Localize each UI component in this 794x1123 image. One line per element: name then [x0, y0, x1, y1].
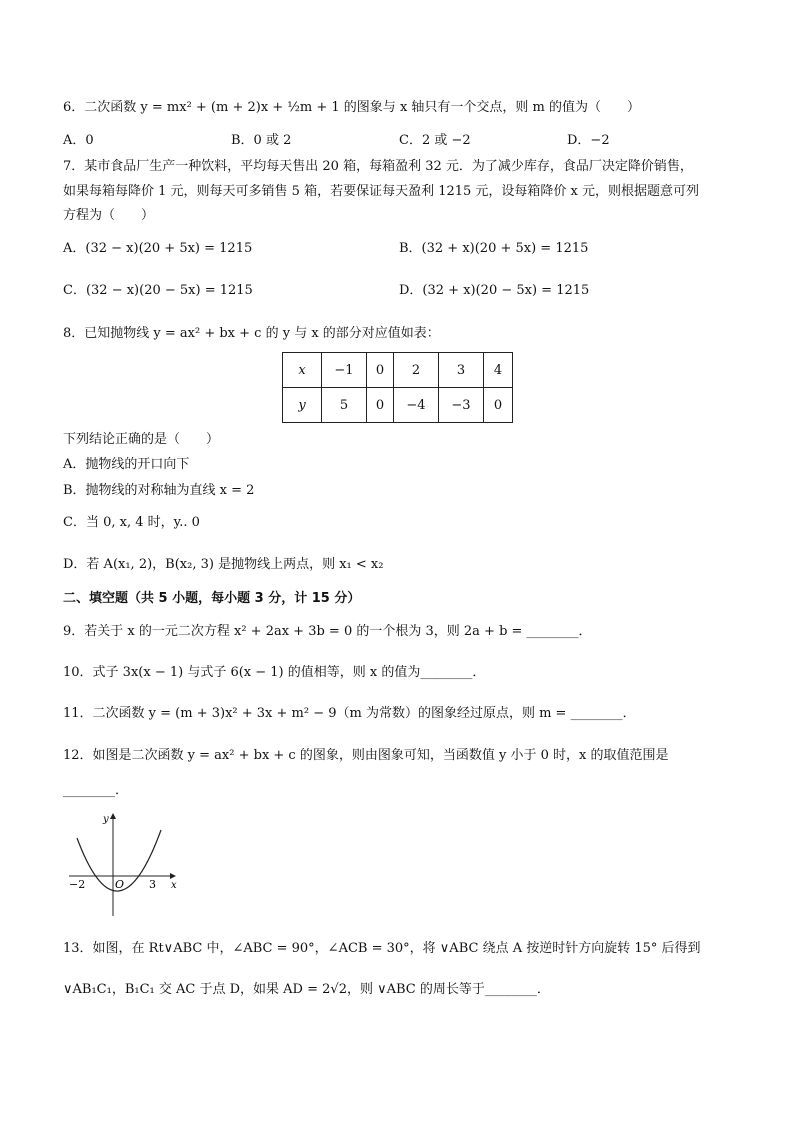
right-root-label: 3: [149, 878, 156, 891]
q8-option-c: C．当 0, x, 4 时，y.. 0: [63, 515, 200, 530]
table-cell: 0: [367, 353, 394, 388]
q6-option-d: D．−2: [567, 133, 610, 148]
q7-line-1: 7．某市食品厂生产一种饮料，平均每天售出 20 箱，每箱盈利 32 元．为了减少库存，食品厂决定降价销售，: [63, 159, 693, 174]
q6-option-b: B．0 或 2: [231, 133, 292, 148]
table-row: [283, 353, 513, 388]
q6-option-a: A．0: [63, 133, 94, 148]
q6-stem: 6．二次函数 y = mx² + (m + 2)x + ½m + 1 的图象与 x 轴只有一个交点，则 m 的值为（ ）: [63, 100, 640, 115]
table-cell: 5: [322, 388, 367, 423]
table-cell: −3: [439, 388, 484, 423]
q7-option-c: C．(32 − x)(20 − 5x) = 1215: [63, 283, 253, 298]
q8-value-table: [282, 352, 513, 423]
q7-line-3: 方程为（ ）: [63, 208, 155, 223]
q9-text: 9．若关于 x 的一元二次方程 x² + 2ax + 3b = 0 的一个根为 3，则 2a + b = ________．: [63, 624, 592, 639]
y-axis-label: y: [103, 814, 109, 825]
q7-line-2: 如果每箱每降价 1 元，则每天可多销售 5 箱，若要保证每天盈利 1215 元，设每箱降价 x 元，则根据题意可列: [63, 184, 700, 199]
table-cell: 0: [484, 388, 513, 423]
table-cell: −1: [322, 353, 367, 388]
table-cell-y-label: y: [283, 388, 322, 423]
q11-text: 11．二次函数 y = (m + 3)x² + 3x + m² − 9（m 为常数）的图象经过原点，则 m = ________．: [63, 706, 636, 721]
q8-option-d: D．若 A(x₁, 2)，B(x₂, 3) 是抛物线上两点，则 x₁ < x₂: [63, 557, 384, 572]
table-row: [283, 388, 513, 423]
q6-option-c: C．2 或 −2: [399, 133, 471, 148]
table-cell: 0: [367, 388, 394, 423]
q7-option-d: D．(32 + x)(20 − 5x) = 1215: [399, 283, 590, 298]
table-cell: 4: [484, 353, 513, 388]
q8-prompt: 下列结论正确的是（ ）: [63, 432, 220, 447]
q12-line-2: ________．: [63, 783, 129, 798]
q8-option-b: B．抛物线的对称轴为直线 x = 2: [63, 483, 255, 498]
q8-stem: 8．已知抛物线 y = ax² + bx + c 的 y 与 x 的部分对应值如表：: [63, 326, 440, 341]
table-cell: 2: [394, 353, 439, 388]
section-2-heading: 二、填空题（共 5 小题，每小题 3 分，计 15 分）: [63, 591, 361, 606]
left-root-label: −2: [69, 878, 86, 891]
origin-label: O: [115, 878, 125, 891]
q13-line-2: ∨AB₁C₁，B₁C₁ 交 AC 于点 D，如果 AD = 2√2，则 ∨ABC 的周长等于________．: [63, 982, 550, 997]
table-cell: 3: [439, 353, 484, 388]
q7-option-a: A．(32 − x)(20 + 5x) = 1215: [63, 241, 253, 256]
q12-line-1: 12．如图是二次函数 y = ax² + bx + c 的图象，则由图象可知，当函数值 y 小于 0 时，x 的取值范围是: [63, 748, 669, 763]
q13-line-1: 13．如图，在 Rt∨ABC 中，∠ABC = 90°，∠ACB = 30°，将 ∨ABC 绕点 A 按逆时针方向旋转 15° 后得到: [63, 941, 701, 956]
table-cell: −4: [394, 388, 439, 423]
table-cell-x-label: x: [283, 353, 322, 388]
q8-option-a: A．抛物线的开口向下: [63, 457, 190, 472]
q7-option-b: B．(32 + x)(20 + 5x) = 1215: [399, 241, 589, 256]
x-axis-label: x: [171, 880, 177, 891]
q10-text: 10．式子 3x(x − 1) 与式子 6(x − 1) 的值相等，则 x 的值为________．: [63, 665, 486, 680]
parabola-graph: [63, 808, 183, 920]
